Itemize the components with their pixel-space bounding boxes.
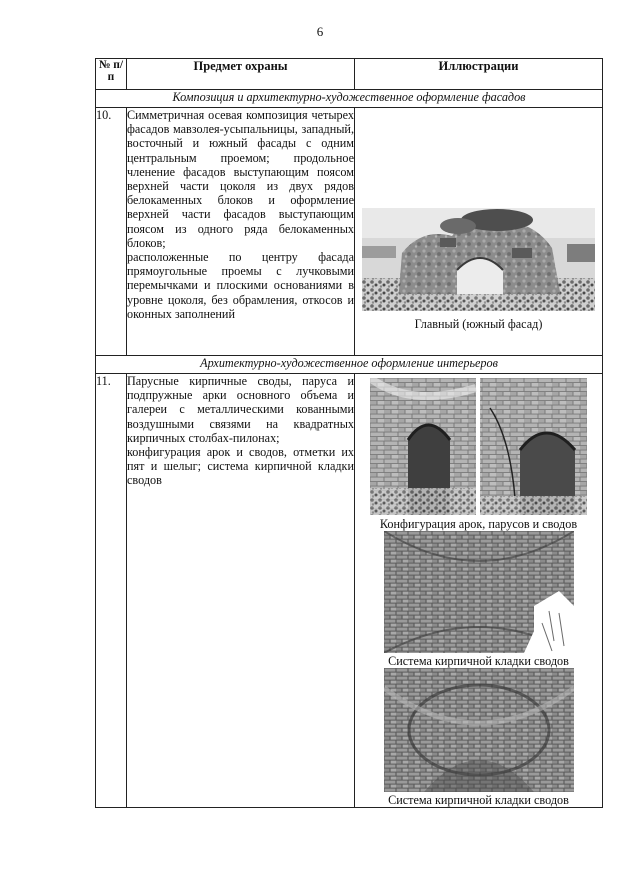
illustration-caption: Конфигурация арок, парусов и сводов [379, 517, 578, 531]
section-row [96, 90, 603, 108]
subject-paragraph: конфигурация арок и сводов, отметки их пят и шелыг; система кирпичной кладки сводов [127, 445, 354, 488]
header-num: № п/п [96, 59, 127, 90]
protection-subject-table [95, 58, 603, 808]
row-subject [127, 108, 355, 356]
row-subject [127, 374, 355, 808]
row-illustrations [355, 108, 603, 356]
row-number: 10. [96, 108, 127, 356]
ruined-facade-photo [362, 208, 595, 311]
section-title: Композиция и архитектурно-художественное оформление фасадов [96, 90, 603, 108]
illustration-caption: Главный (южный фасад) [414, 317, 543, 331]
illustration-caption: Система кирпичной кладки сводов [388, 654, 569, 668]
page-number: 6 [316, 24, 324, 39]
table-row [96, 374, 603, 808]
subject-paragraph: расположенные по центру фасада прямоугольные проемы с лучковыми перемычками и плоскими основаниями в уровне цоколя, без обрамления, откосов и оконных заполнений [127, 250, 354, 321]
section-title: Архитектурно-художественное оформление интерьеров [96, 356, 603, 374]
row-illustrations [355, 374, 603, 808]
subject-paragraph: Парусные кирпичные своды, паруса и подпружные арки основного объема и галереи с металлическими кованными воздушными связями на квадратных кирпичных столбах-пилонах; [127, 374, 354, 445]
illustration-caption: Система кирпичной кладки сводов [388, 793, 569, 807]
table-header-row [96, 59, 603, 90]
table-row [96, 108, 603, 356]
header-illustrations: Иллюстрации [355, 59, 603, 90]
header-subject: Предмет охраны [127, 59, 355, 90]
subject-paragraph: Симметричная осевая композиция четырех фасадов мавзолея-усыпальницы, западный, восточный и южный фасады с одним центральным проемом; продольное членение фасадов выступающим поясом верхней части цоколя из двух рядов белокаменных блоков и оформление верхней части фасадов выступающим поясом из одного ряда белокаменных блоков; [127, 108, 354, 250]
brick-vault-photo [384, 531, 574, 653]
section-row [96, 356, 603, 374]
arches-interior-photo [370, 378, 587, 515]
brick-vault-photo [384, 668, 574, 792]
row-number: 11. [96, 374, 127, 808]
